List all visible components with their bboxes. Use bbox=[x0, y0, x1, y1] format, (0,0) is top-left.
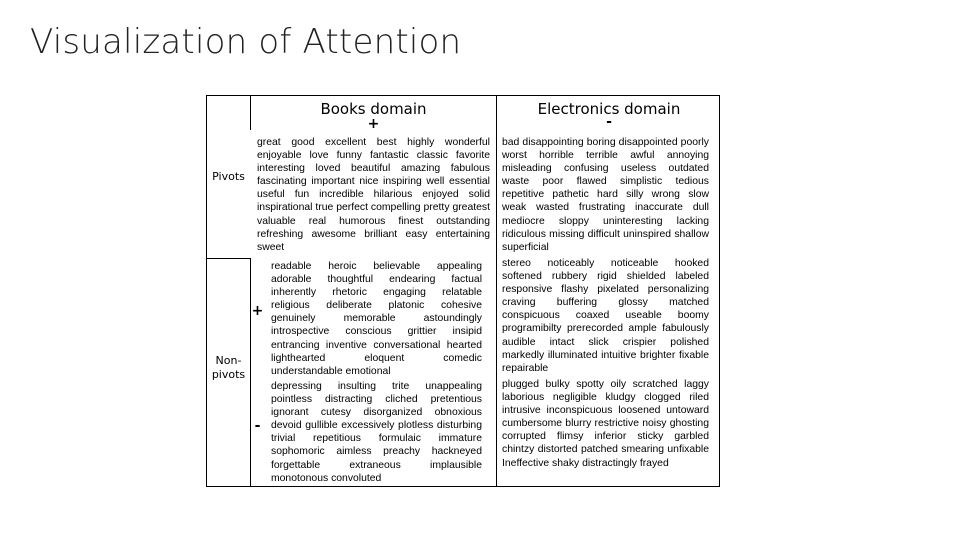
electronics-domain-header: Electronics domain bbox=[537, 100, 681, 118]
pivots-label: Pivots bbox=[212, 170, 245, 183]
books-domain-header: Books domain bbox=[320, 100, 427, 118]
nonpivots-negative-electronics-words: plugged bulky spotty oily scratched laggy laborious negligible kludgy clogged riled intrusive inconspicuous loosened untoward cumbersome blurry restrictive noisy ghosting corrupted flimsy inferior sticky garbled chintzy distorted patched smearing unfixable Ineffective shaky distractingly frayed bbox=[502, 379, 709, 469]
nonpivots-label-line1: Non- bbox=[215, 354, 242, 367]
table-divider-pivots bbox=[207, 258, 250, 259]
nonpivots-minus-sign: - bbox=[254, 418, 261, 434]
pivots-electronics-words: bad disappointing boring disappointed poorly worst horrible terrible awful annoying misleading confusing useless outdated waste poor flawed simplistic tedious repetitive pathetic hard silly wrong slow weak wasted frustrating inaccurate dull mediocre sloppy uninteresting lacking ridiculous missing difficult uninspired shallow superficial bbox=[502, 137, 709, 253]
pivots-books-words: great good excellent best highly wonderful enjoyable love funny fantastic classic favorite interesting loved beautiful amazing fabulous fascinating important nice inspiring well essential useful fun incredible hilarious enjoyed solid inspirational true perfect compelling pretty greatest valuable real humorous finest outstanding refreshing awesome brilliant easy entertaining sweet bbox=[257, 137, 490, 253]
table-divider-label-column-lower bbox=[250, 258, 251, 487]
nonpivots-plus-sign: + bbox=[251, 303, 264, 319]
attention-table bbox=[206, 95, 720, 487]
nonpivots-label-line2: pivots bbox=[211, 368, 246, 381]
nonpivots-positive-electronics-words: stereo noticeably noticeable hooked softened rubbery rigid shielded labeled responsive flashy pixelated personalizing craving buffering glossy matched conspicuous coaxed useable boomy programibilty prerecorded ample fabulously audible intact slick crispier polished markedly illuminated intuitive brighter fixable repairable bbox=[502, 258, 709, 374]
table-divider-domains bbox=[496, 96, 497, 487]
nonpivots-label bbox=[207, 354, 250, 382]
nonpivots-negative-books-words: depressing insulting trite unappealing pointless distracting cliched pretentious ignorant cutesy disorganized obnoxious devoid gullible excessively plotless disturbing trivial repetitious formulaic immature sophomoric aimless preachy hackneyed forgettable extraneous implausible monotonous convoluted bbox=[271, 381, 482, 484]
books-sign: + bbox=[367, 116, 380, 132]
nonpivots-positive-books-words: readable heroic believable appealing adorable thoughtful endearing factual inherently rhetoric engaging relatable religious deliberate platonic cohesive genuinely memorable astoundingly introspective conscious grittier insipid entrancing inventive conversational hearted lighthearted eloquent comedic understandable emotional bbox=[271, 261, 482, 377]
electronics-sign: - bbox=[606, 114, 612, 130]
page-title: Visualization of Attention bbox=[30, 22, 462, 62]
